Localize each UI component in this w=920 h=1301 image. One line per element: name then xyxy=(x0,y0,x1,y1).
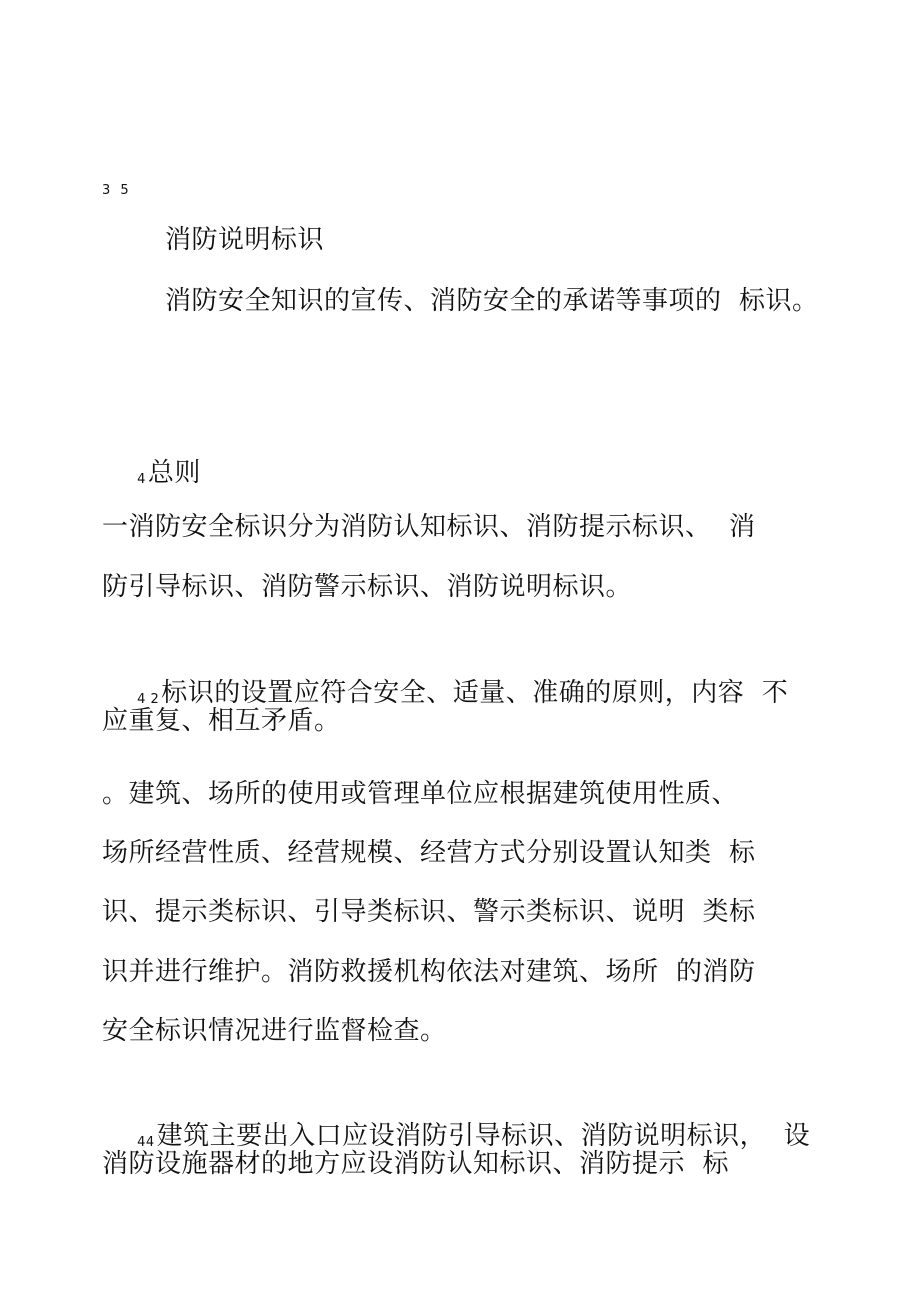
clause-number: 4 2 xyxy=(137,692,160,707)
paragraph-line: 场所经营性质、经营规模、经营方式分别设置认知类 标 xyxy=(102,838,756,868)
clause-text: 建筑主要出入口应设消防引导标识、消防说明标识， 设 xyxy=(156,1121,811,1151)
term-definition: 消防安全知识的宣传、消防安全的承诺等事项的 标识。 xyxy=(165,286,819,316)
section-heading-text: 总则 xyxy=(147,458,201,488)
paragraph-line: 消防设施器材的地方应设消防认知标识、消防提示 标 xyxy=(102,1149,730,1179)
paragraph-line: 安全标识情况进行监督检查。 xyxy=(102,1016,447,1046)
clause-text: 标识的设置应符合安全、适量、准确的原则，内容 不 xyxy=(161,678,789,708)
paragraph-line: 。建筑、场所的使用或管理单位应根据建筑使用性质、 xyxy=(102,779,739,809)
paragraph-line: 识、提示类标识、引导类标识、警示类标识、说明 类标 xyxy=(102,897,756,927)
clause-number: 44 xyxy=(137,1135,155,1150)
paragraph-line: 防引导标识、消防警示标识、消防说明标识。 xyxy=(102,572,633,602)
term-title: 消防说明标识 xyxy=(165,225,325,255)
paragraph-line: 应重复、相互矛盾。 xyxy=(102,706,341,736)
paragraph-line: 一消防安全标识分为消防认知标识、消防提示标识、 消 xyxy=(102,512,756,542)
section-heading-number: 4 xyxy=(137,472,146,487)
paragraph-line: 识并进行维护。消防救援机构依法对建筑、场所 的消防 xyxy=(102,957,756,987)
section-number: 3 5 xyxy=(102,183,129,198)
